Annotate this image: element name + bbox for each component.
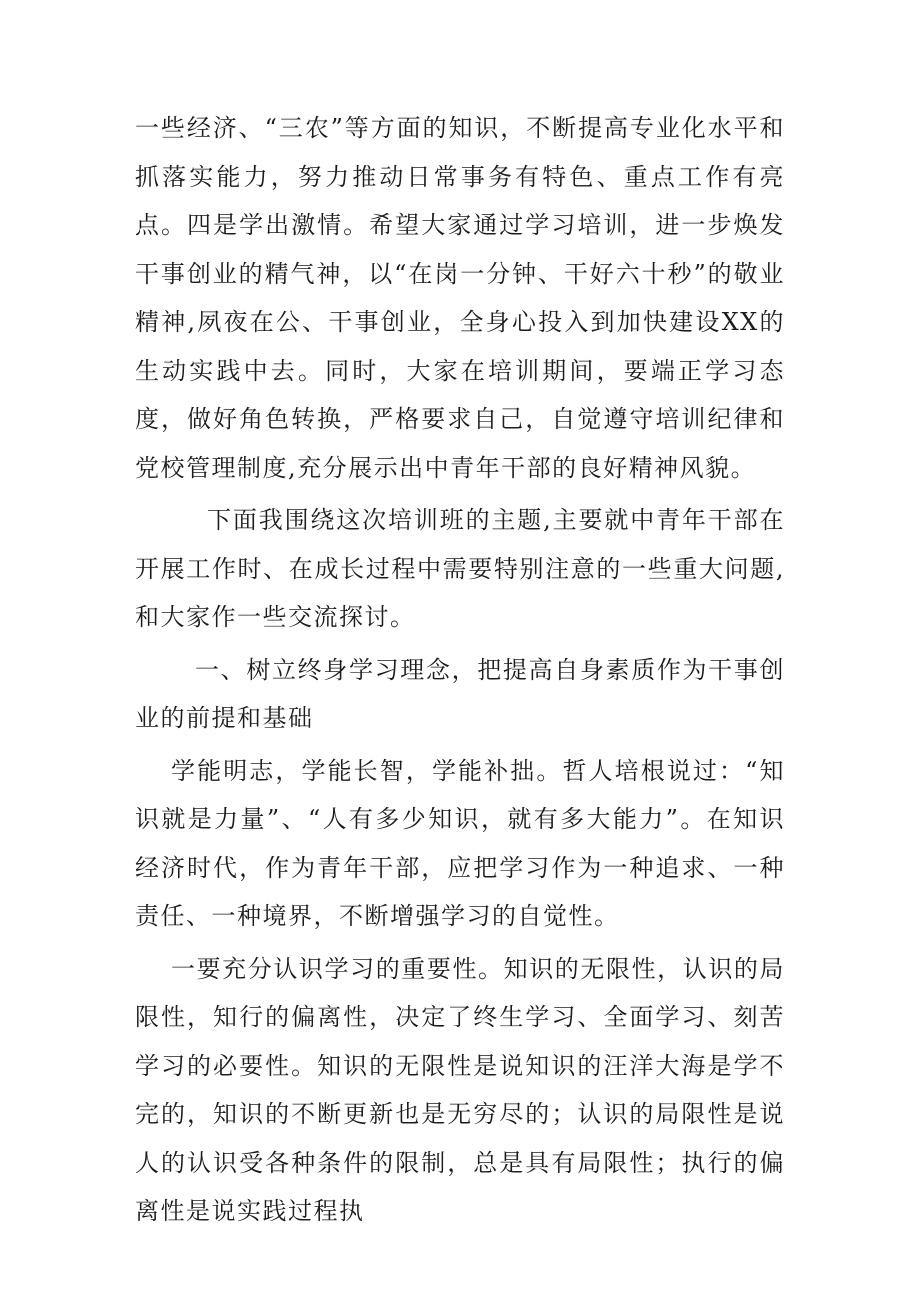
section-heading-1: 一、树立终身学习理念，把提高自身素质作为干事创业的前提和基础 (135, 655, 785, 732)
paragraph-importance: 一要充分认识学习的重要性。知识的无限性，认识的局限性，知行的偏离性，决定了终生学习、全面学习、刻苦学习的必要性。知识的无限性是说知识的汪洋大海是学不完的，知识的不断更新也是无穷尽的；认识的局限性是说人的认识受各种条件的限制，总是具有局限性；执行的偏离性是说实践过程执 (135, 954, 785, 1225)
paragraph-learning: 学能明志，学能长智，学能补拙。哲人培根说过：“知识就是力量”、“人有多少知识，就有多大能力”。在知识经济时代，作为青年干部，应把学习作为一种追求、一种责任、一种境界，不断增强学习的自觉性。 (135, 756, 785, 930)
document-body (135, 104, 785, 1236)
paragraph-intro-topics: 下面我围绕这次培训班的主题,主要就中青年干部在开展工作时、在成长过程中需要特别注意的一些重大问题,和大家作一些交流探讨。 (135, 506, 785, 631)
paragraph-continuation: 一些经济、“三农”等方面的知识，不断提高专业化水平和抓落实能力，努力推动日常事务有特色、重点工作有亮点。四是学出激情。希望大家通过学习培训，进一步焕发干事创业的精气神，以“在岗一分钟、干好六十秒”的敬业精神,夙夜在公、干事创业，全身心投入到加快建设XX的生动实践中去。同时，大家在培训期间，要端正学习态度，做好角色转换，严格要求自己，自觉遵守培训纪律和党校管理制度,充分展示出中青年干部的良好精神风貌。 (135, 114, 785, 482)
